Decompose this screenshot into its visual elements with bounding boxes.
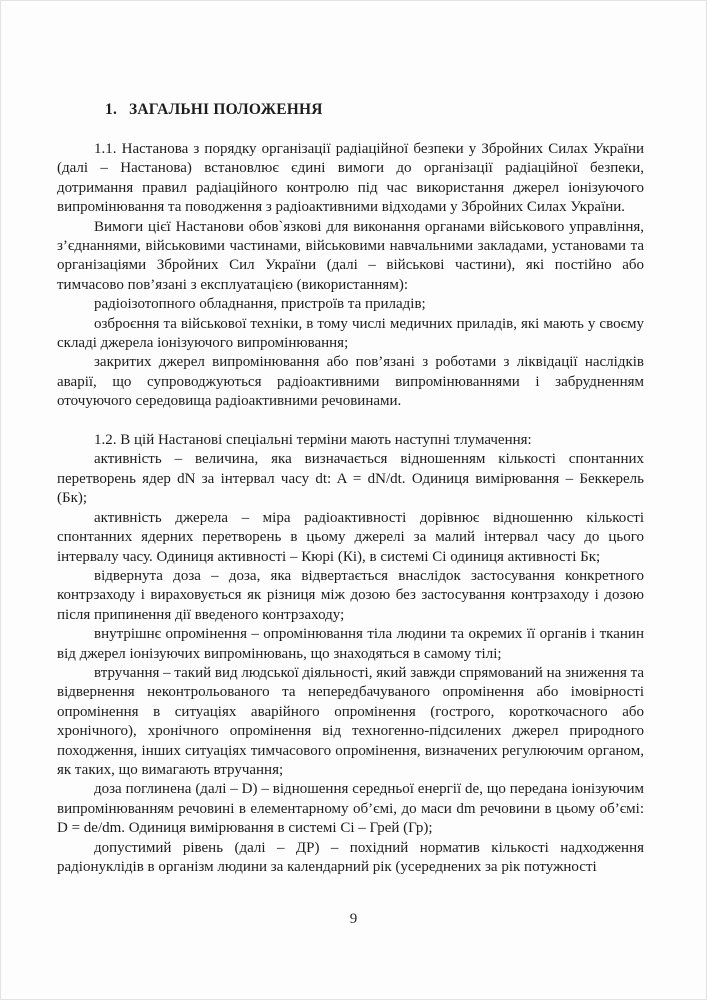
definition-absorbed-dose: доза поглинена (далі – D) – відношення середньої енергії de, що передана іонізуючим випромінюванням речовині в елементарному об’ємі, до маси dm речовини в цьому об’ємі: D = de/dm. Одиниця вимірювання в системі Сі – Грей (Гр); <box>57 781 644 837</box>
section-heading-title: ЗАГАЛЬНІ ПОЛОЖЕННЯ <box>129 101 323 118</box>
definition-internal-exposure: внутрішнє опромінення – опромінювання тіла людини та окремих її органів і тканин від джерел іонізуючих випромінювань, що знаходяться в самому тілі; <box>57 626 644 662</box>
section-heading-number: 1. <box>105 101 118 118</box>
list-item-sealed-sources: закритих джерел випромінювання або пов’язані з роботами з ліквідації наслідків аварії, що супроводжуються радіоактивними випромінюваннями і забрудненням оточуючого середовища радіоактивними речовинами. <box>57 354 644 410</box>
document-body <box>57 100 644 877</box>
definition-source-activity: активність джерела – міра радіоактивності дорівнює відношенню кількості спонтанних ядерних перетворень в цьому джерелі за малий інтервал часу до цього інтервалу часу. Одиниця активності – Кюрі (Кі), в системі Сі одиниця активності Бк; <box>57 509 644 565</box>
list-item-weapons-equipment: озброєння та військової техніки, в тому числі медичних приладів, які мають у своєму складі джерела іонізуючого випромінювання; <box>57 315 644 352</box>
definition-permissible-level: допустимий рівень (далі – ДР) – похідний норматив кількості надходження радіонуклідів в організм людини за календарний рік (усереднених за рік потужності <box>57 839 644 876</box>
definition-activity: активність – величина, яка визначається відношенням кількості спонтанних перетворень ядер dN за інтервал часу dt: A = dN/dt. Одиниця вимірювання – Беккерель (Бк); <box>57 451 644 507</box>
definition-averted-dose: відвернута доза – доза, яка відвертається внаслідок застосування конкретного контрзаходу і вираховується як різниця між дозою без застосування контрзаходу і дозою після припинення дії введеного контрзаходу; <box>57 567 644 623</box>
para-requirements-scope: Вимоги цієї Настанови обов`язкові для виконання органами військового управління, з’єднаннями, військовими частинами, військовими навчальними закладами, установами та організаціями Збройних Сил України (далі – військові частини), які постійно або тимчасово пов’язані з експлуатацією (використанням): <box>57 218 644 293</box>
para-1-1-intro: 1.1. Настанова з порядку організації радіаційної безпеки у Збройних Силах України (далі – Настанова) встановлює єдині вимоги до організації радіаційної безпеки, дотримання правил радіаційного контролю під час використання джерел іонізуючого випромінювання та поводження з радіоактивними відходами у Збройних Силах України. <box>57 141 644 216</box>
definition-intervention: втручання – такий вид людської діяльності, який завжди спрямований на зниження та відвернення неконтрольованого та непередбачуваного опромінення або імовірності опромінення в ситуаціях аварійного опромінення (гострого, короткочасного або хронічного), хронічного опромінення від техногенно-підсилених джерел природного походження, інших ситуаціях тимчасового опромінення, визначених регулюючим органом, як таких, що вимагають втручання; <box>57 664 644 778</box>
para-1-2-intro: 1.2. В цій Настанові спеціальні терміни мають наступні тлумачення: <box>94 432 532 449</box>
section-heading <box>57 100 644 120</box>
list-item-radioisotope-equipment: радіоізотопного обладнання, пристроїв та приладів; <box>94 296 426 313</box>
page-number: 9 <box>349 911 358 927</box>
